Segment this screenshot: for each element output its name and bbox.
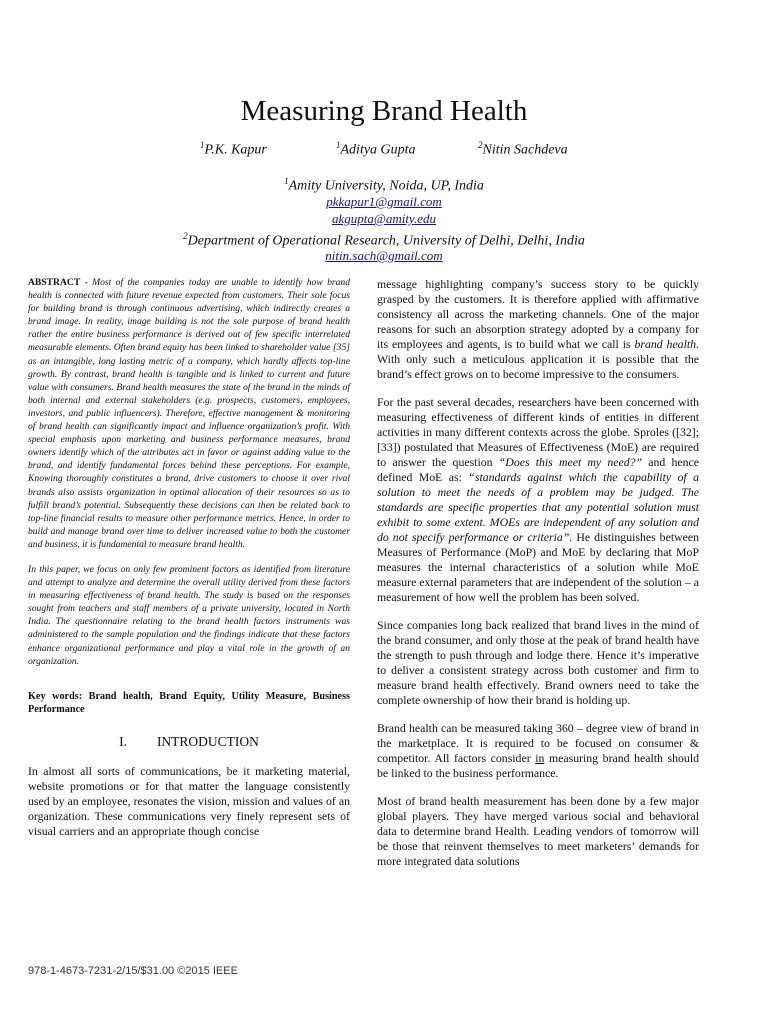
email-2-link[interactable]: akgupta@amity.edu <box>331 211 437 226</box>
right-p4-text-b: measuring brand health should be linked to the business performance. <box>377 751 699 780</box>
email-2 <box>0 210 768 227</box>
email-1-link[interactable]: pkkapur1@gmail.com <box>326 194 442 209</box>
right-paragraph-5: Most of brand health measurement has been done by a few major global players. They have merged various social and behavioral data to determine brand Health. Leading vendors of tomorrow will be those that reinvent themselves to meet marketers’ demands for more integrated data solutions <box>377 794 699 868</box>
right-p2-definition: “standards against which the capability of a solution to meet the needs of a problem may be judged. The standards are specific properties that any potential solution must exhibit to some extent. MOEs are independent of any solution and do not specify performance or criteria”. <box>377 470 699 544</box>
copyright-footer: 978-1-4673-7231-2/15/$31.00 ©2015 IEEE <box>28 965 238 977</box>
abstract-text: - Most of the companies today are unable to identify how brand health is connected with future revenue expected from customers. Their sole focus for building brand is through continuous advertising, which indirectly creates a brand image. In reality, image building is not the sole purpose of brand health rather the entire business performance is derived out of few specific interrelated measurable elements. Often brand equity has been linked to shareholder value [35] as an intangible, long lasting metric of a company, which hardly affects top-line growth. By contrast, brand health is tangible and is linked to current and future value with consumers. Brand health measures the state of the brand in the minds of both internal and external stakeholders (e.g. prospects, customers, employees, investors, and public influencers). Therefore, effective management & monitoring of brand health can significantly impact and influence organization’s profit. With special emphasis upon marketing and business performance measures, brand owners identify which of the attributes act in favor or against adding value to the brand, and identify fundamental forces behind these perceptions. For example, Knowing thoroughly constitutes a brand, drive customers to choose it over rival brands also assists organization in optimal allocation of their resources so as to fulfill brand’s potential. Subsequently these decisions can then be related back to top-line financial results to measure other performance metrics. Hence, in order to build and manage brand over time to deliver increased value to both the customer and business, it is fundamental to measure brand health. <box>28 277 350 550</box>
email-3-link[interactable]: nitin.sach@gmail.com <box>325 248 443 263</box>
right-p4-text-a: Brand health can be measured taking 360 – degree view of brand in the marketplace. It is required to be focused on consumer & competitor. All factors consider <box>377 721 699 765</box>
affiliation-1-text: Amity University, Noida, UP, India <box>288 178 484 194</box>
right-paragraph-3: Since companies long back realized that brand lives in the mind of the brand consumer, and only those at the peak of brand health have the strength to push through and lodge there. Hence it’s imperative to deliver a consistent strategy across both customer and firm to measure brand health effectively. Brand owners need to take the complete ownership of how their brand is holding up. <box>377 618 699 707</box>
section-heading-introduction <box>28 734 350 750</box>
abstract-paragraph <box>28 276 350 551</box>
author-3-sup: 2 <box>478 140 483 150</box>
right-paragraph-1 <box>377 277 699 382</box>
paper-title: Measuring Brand Health <box>240 95 528 127</box>
affiliation-2-sup: 2 <box>183 231 188 241</box>
author-3 <box>478 140 568 159</box>
author-1-name: P.K. Kapur <box>204 142 267 158</box>
right-p2-text-b: and hence defined MoE as: <box>377 455 700 484</box>
abstract-label: ABSTRACT <box>28 277 81 288</box>
keywords: Key words: Brand health, Brand Equity, Utility Measure, Business Performance <box>28 690 350 715</box>
right-p2-text-c: He distinguishes between Measures of Performance (MoP) and MoE by declaring that MoP measures the internal characteristics of a solution while MoE measure external parameters that are independent of the solution – a measurement of how well the problem has been solved. <box>377 530 699 604</box>
right-column <box>377 277 699 882</box>
right-p2-text-a: For the past several decades, researchers have been concerned with measuring effectiveness of different kinds of entities in different activities in many different contexts across the globe. Sproles ([32]; [33]) postulated that Measures of Effectiveness (MoE) are required to answer the question <box>377 395 699 469</box>
left-column <box>28 276 350 851</box>
right-p1-emphasis: brand health <box>634 337 697 351</box>
right-p2-question: “Does this meet my need?” <box>498 455 643 469</box>
email-1 <box>0 193 768 210</box>
right-paragraph-2 <box>377 395 699 605</box>
right-p1-text-b: . With only such a meticulous application it is possible that the brand’s effect grows on to become impressive to the consumers. <box>377 337 699 381</box>
author-1 <box>200 140 267 159</box>
author-2-sup: 1 <box>336 140 341 150</box>
author-list <box>0 140 768 162</box>
affiliation-2-text: Department of Operational Research, University of Delhi, Delhi, India <box>187 233 585 249</box>
section-number: I. <box>119 733 127 749</box>
author-2 <box>336 140 416 159</box>
right-p4-underlined: in <box>535 751 545 765</box>
author-3-name: Nitin Sachdeva <box>482 142 568 158</box>
author-1-sup: 1 <box>200 140 205 150</box>
affiliation-1-sup: 1 <box>284 176 289 186</box>
right-paragraph-4 <box>377 721 699 781</box>
intro-paragraph-1: In almost all sorts of communications, be it marketing material, website promotions or for that matter the language consistently used by an employee, resonates the vision, mission and values of an organization. These communications very finely represent sets of visual carriers and an appropriate though concise <box>28 763 350 838</box>
email-3 <box>0 247 768 264</box>
section-title: INTRODUCTION <box>156 733 259 749</box>
author-2-name: Aditya Gupta <box>340 142 416 158</box>
abstract-paragraph-2: In this paper, we focus on only few prominent factors as identified from literature and attempt to analyze and determine the overall utility derived from these factors in measuring effectiveness of brand health. The study is based on the responses sought from teachers and staff members of a private university, located in North India. The questionnaire relating to the brand health factors instruments was administered to the sample population and the findings indicate that these factors enhance organizational performance and play a vital role in the growth of an organization. <box>28 563 350 667</box>
right-p1-text-a: message highlighting company’s success story to be quickly grasped by the customers. It is therefore applied with affirmative consistency all across the marketing channels. One of the major reasons for such an absorption strategy adopted by a company for its employees and agents, is to build what we call is <box>377 277 699 351</box>
